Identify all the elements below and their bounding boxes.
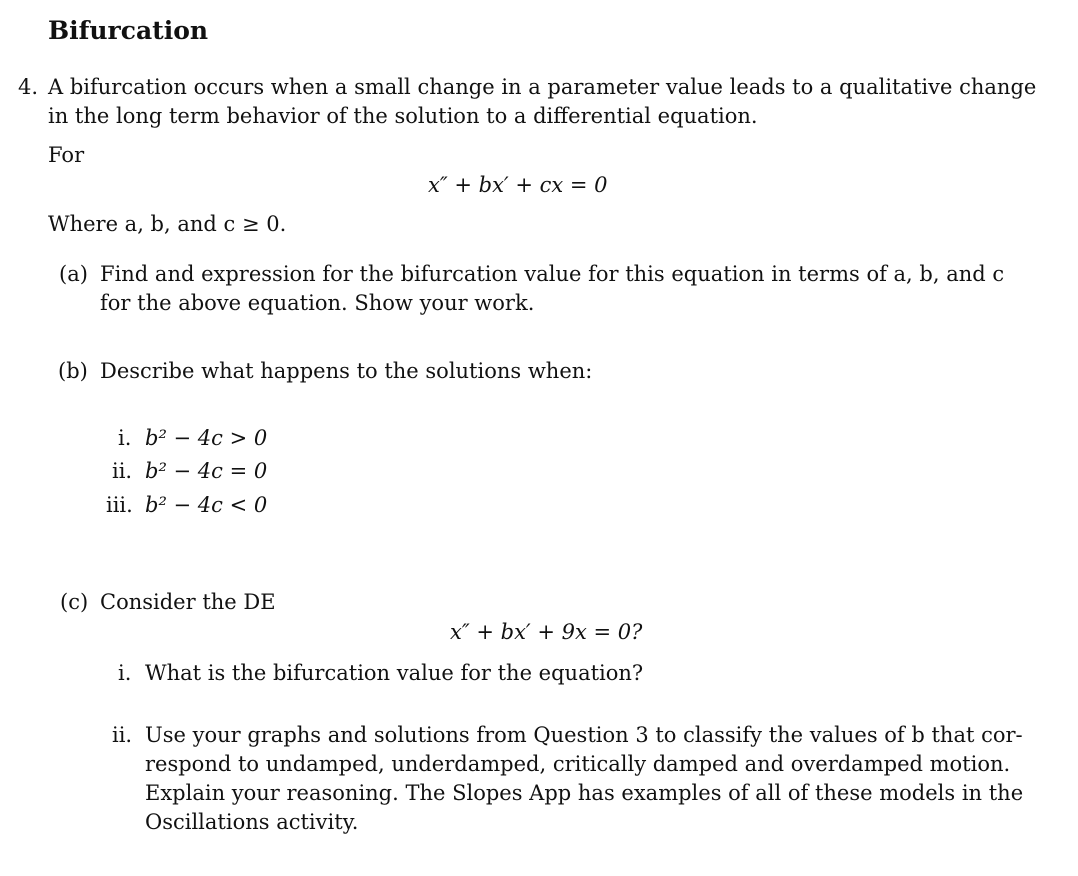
problem-number: 4. (18, 75, 39, 99)
part-c-item-2-line-4: Oscillations activity. (145, 810, 359, 834)
for-label: For (48, 143, 85, 167)
part-c-equation: x″ + bx′ + 9x = 0? (450, 620, 643, 644)
part-a-line-2: for the above equation. Show your work. (100, 291, 535, 315)
part-b-item-2-label: ii. (112, 459, 133, 483)
part-b-text: Describe what happens to the solutions when: (100, 359, 593, 383)
part-c-item-2-label: ii. (112, 723, 133, 747)
part-c-item-1-label: i. (118, 661, 132, 685)
section-title: Bifurcation (48, 16, 209, 45)
main-equation: x″ + bx′ + cx = 0 (428, 173, 608, 197)
part-b-item-3-label: iii. (106, 493, 133, 517)
part-c-item-1-line-1: What is the bifurcation value for the equation? (145, 661, 644, 685)
part-b-label: (b) (58, 359, 88, 383)
part-c-item-2-line-2: respond to undamped, underdamped, critically damped and overdamped motion. (145, 752, 1011, 776)
problem-intro-line-1: A bifurcation occurs when a small change in a parameter value leads to a qualitative change (48, 75, 1037, 99)
part-b-item-1-expr: b² − 4c > 0 (145, 426, 268, 450)
problem-intro-line-2: in the long term behavior of the solution to a differential equation. (48, 104, 758, 128)
part-a-label: (a) (59, 262, 88, 286)
part-c-item-2-line-3: Explain your reasoning. The Slopes App has examples of all of these models in the (145, 781, 1024, 805)
part-c-label: (c) (60, 590, 89, 614)
part-c-item-2-line-1: Use your graphs and solutions from Question 3 to classify the values of b that cor- (145, 723, 1023, 747)
part-b-item-2-expr: b² − 4c = 0 (145, 459, 268, 483)
where-text: Where a, b, and c ≥ 0. (48, 212, 287, 236)
part-b-item-1-label: i. (118, 426, 132, 450)
part-a-line-1: Find and expression for the bifurcation value for this equation in terms of a, b, and c (100, 262, 1005, 286)
part-c-text: Consider the DE (100, 590, 276, 614)
part-b-item-3-expr: b² − 4c < 0 (145, 493, 268, 517)
